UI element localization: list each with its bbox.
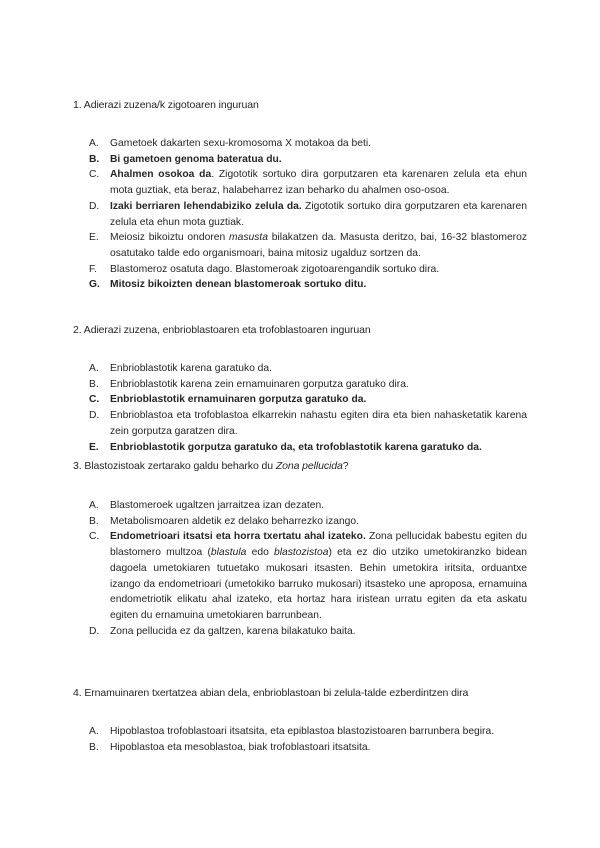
option-1e bbox=[89, 230, 527, 261]
option-3c bbox=[89, 529, 527, 623]
question-1-title: 1. Adierazi zuzena/k zigotoaren inguruan bbox=[73, 99, 259, 111]
option-letter: A. bbox=[89, 726, 99, 737]
option-letter: B. bbox=[89, 741, 99, 753]
option-2e bbox=[89, 440, 527, 456]
option-1b bbox=[89, 152, 527, 168]
option-text: Metabolismoaren aldetik ez delako beharrezko izango. bbox=[110, 515, 359, 527]
option-letter: F. bbox=[89, 263, 98, 275]
option-text: Mitosiz bikoizten denean blastomeroak sortuko ditu. bbox=[110, 279, 367, 291]
option-2c bbox=[89, 392, 527, 408]
option-text: Enbrioblastotik karena garatuko da. bbox=[110, 363, 272, 374]
option-letter: G. bbox=[89, 279, 100, 291]
question-4-title: 4. Ernamuinaren txertatzea abian dela, enbrioblastoan bi zelula-talde ezberdintzen dira bbox=[73, 687, 469, 699]
option-text: Enbrioblastotik ernamuinaren gorputza garatuko da. bbox=[110, 394, 367, 406]
option-1f bbox=[89, 262, 527, 278]
option-highlight: Endometrioari itsatsi eta horra txertatu ahal izateko. bbox=[110, 531, 366, 543]
option-letter: A. bbox=[89, 138, 99, 149]
question-3-options bbox=[89, 498, 527, 639]
option-text: Blastomeroek ugaltzen jarraitzea izan dezaten. bbox=[110, 500, 325, 511]
option-highlight: Ahalmen osokoa da bbox=[110, 169, 212, 181]
option-text: Zona pellucidak babestu egiten du blastomero multzoa (blastula edo blastozistoa) eta ez dio utziko umetokiranzko bidean dagoela umetokiaren tutuetako mukosari itsasten. Behin umetokira iritsita, orduantxe izango da endometrioari (umetokiko barruko mukosari) itsasteko une aproposa, ernamuina endometriotik elikatu ahal izateko, eta hortaz hara iristean urratu egiten da eta askatu egiten du ernamuina umetokiaren barrunbean. bbox=[110, 531, 527, 621]
option-letter: D. bbox=[89, 410, 100, 422]
question-1-options bbox=[89, 136, 527, 293]
question-2-options bbox=[89, 361, 527, 455]
option-text: Hipoblastoa trofoblastoari itsatsita, eta epiblastoa blastozistoaren barrunbera begira. bbox=[110, 726, 495, 737]
option-text: . Zigototik sortuko dira gorputzaren eta karenaren zelula eta ehun mota guztiak, eta beraz, halabeharrez izan beharko du ahalmen oso-osoa. bbox=[110, 169, 527, 197]
option-letter: C. bbox=[89, 394, 100, 406]
option-1a bbox=[89, 136, 527, 152]
option-1c bbox=[89, 167, 527, 198]
option-2b bbox=[89, 377, 527, 393]
question-4-options bbox=[89, 724, 527, 755]
option-text: Enbrioblastotik karena zein ernamuinaren gorputza garatuko dira. bbox=[110, 378, 409, 390]
question-2-title: 2. Adierazi zuzena, enbrioblastoaren eta trofoblastoaren inguruan bbox=[73, 324, 371, 336]
option-highlight: Izaki berriaren lehendabiziko zelula da. bbox=[110, 200, 302, 212]
option-text: Hipoblastoa eta mesoblastoa, biak trofoblastoari itsatsita. bbox=[110, 741, 371, 753]
option-letter: B. bbox=[89, 153, 100, 165]
option-letter: D. bbox=[89, 200, 100, 212]
option-letter: C. bbox=[89, 169, 100, 181]
option-letter: A. bbox=[89, 500, 99, 511]
option-1d bbox=[89, 199, 527, 230]
option-letter: D. bbox=[89, 625, 100, 637]
option-2a bbox=[89, 361, 527, 377]
option-text: Enbrioblastotik gorputza garatuko da, eta trofoblastotik karena garatuko da. bbox=[110, 441, 482, 453]
option-text: Bi gametoen genoma bateratua du. bbox=[110, 153, 282, 165]
option-3b bbox=[89, 514, 527, 530]
option-letter: A. bbox=[89, 363, 99, 374]
option-3d bbox=[89, 624, 527, 640]
option-text: Zona pellucida ez da galtzen, karena bilakatuko baita. bbox=[110, 625, 356, 637]
option-1g bbox=[89, 277, 527, 293]
option-text: Meiosiz bikoiztu ondoren masusta bilakatzen da. Masusta deritzo, bai, 16-32 blastomeroz osatutako talde edo organismoari, baina mitosiz ugalduz sortzen da. bbox=[110, 232, 527, 259]
question-3-title: 3. Blastozistoak zertarako galdu beharko du Zona pellucida? bbox=[73, 460, 349, 472]
option-2d bbox=[89, 408, 527, 439]
option-letter: E. bbox=[89, 232, 99, 244]
option-letter: B. bbox=[89, 378, 99, 390]
option-letter: C. bbox=[89, 531, 100, 543]
option-letter: E. bbox=[89, 441, 99, 453]
option-letter: B. bbox=[89, 515, 99, 527]
option-4a bbox=[89, 724, 527, 740]
option-text: Blastomeroz osatuta dago. Blastomeroak zigotoarengandik sortuko dira. bbox=[110, 263, 440, 275]
option-4b bbox=[89, 740, 527, 756]
option-text: Gametoek dakarten sexu-kromosoma X motakoa da beti. bbox=[110, 138, 371, 149]
option-text: Enbrioblastoa eta trofoblastoa elkarrekin nahastu egiten dira eta bien nahasketatik karena zein gorputza garatzen dira. bbox=[110, 410, 527, 437]
option-text: Zigototik sortuko dira gorputzaren eta karenaren zelula eta ehun mota guztiak. bbox=[110, 200, 527, 228]
option-3a bbox=[89, 498, 527, 514]
